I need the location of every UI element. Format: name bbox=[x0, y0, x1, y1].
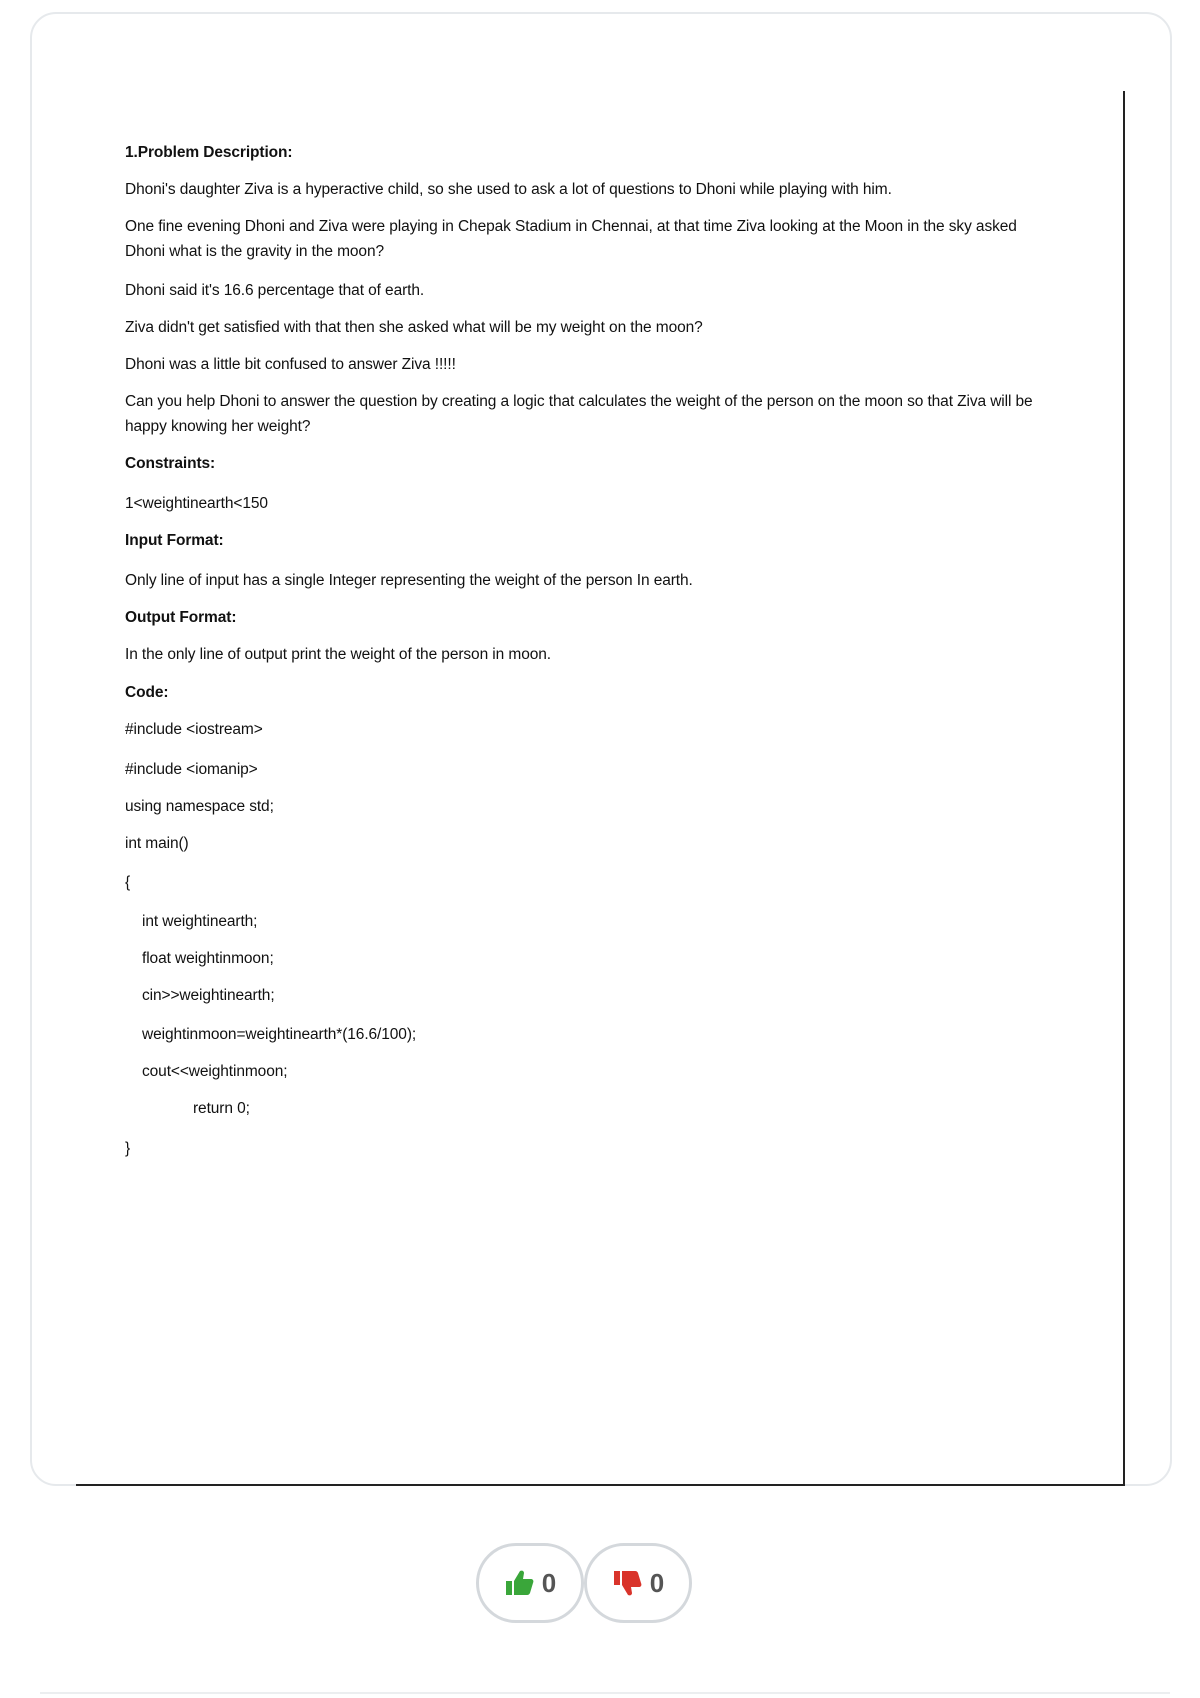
downvote-count: 0 bbox=[649, 1567, 665, 1598]
code-line: { bbox=[125, 874, 131, 891]
output-format-text: In the only line of output print the weight of the person in moon. bbox=[125, 646, 551, 663]
problem-heading: 1.Problem Description: bbox=[125, 144, 293, 161]
input-format-heading: Input Format: bbox=[125, 532, 224, 549]
section-divider bbox=[40, 1692, 1170, 1694]
code-line: using namespace std; bbox=[125, 798, 274, 815]
code-line: cout<<weightinmoon; bbox=[142, 1063, 288, 1080]
paragraph: Can you help Dhoni to answer the question by creating a logic that calculates the weight of the person on the moon so that Ziva will be happy knowing her weight? bbox=[125, 393, 1033, 435]
code-line: weightinmoon=weightinearth*(16.6/100); bbox=[142, 1026, 417, 1043]
input-format-text: Only line of input has a single Integer representing the weight of the person In earth. bbox=[125, 572, 693, 589]
downvote-button[interactable] bbox=[584, 1543, 692, 1623]
upvote-count: 0 bbox=[541, 1567, 557, 1598]
code-line: float weightinmoon; bbox=[142, 950, 274, 967]
code-line: } bbox=[125, 1140, 131, 1157]
output-format-heading: Output Format: bbox=[125, 609, 237, 626]
code-line: cin>>weightinearth; bbox=[142, 987, 275, 1004]
paragraph: One fine evening Dhoni and Ziva were playing in Chepak Stadium in Chennai, at that time Ziva looking at the Moon in the sky asked Dhoni what is the gravity in the moon? bbox=[125, 218, 1017, 260]
vote-group bbox=[476, 1543, 698, 1623]
paragraph: Dhoni said it's 16.6 percentage that of earth. bbox=[125, 282, 425, 299]
code-line: #include <iostream> bbox=[125, 721, 263, 738]
code-line: int weightinearth; bbox=[142, 913, 258, 930]
code-heading: Code: bbox=[125, 684, 169, 701]
upvote-button[interactable] bbox=[476, 1543, 584, 1623]
document-content bbox=[125, 140, 1055, 1161]
paragraph: Dhoni's daughter Ziva is a hyperactive child, so she used to ask a lot of questions to Dhoni while playing with him. bbox=[125, 181, 892, 198]
code-line: #include <iomanip> bbox=[125, 761, 258, 778]
code-line: return 0; bbox=[193, 1100, 250, 1117]
thumbs-down-icon bbox=[612, 1569, 650, 1597]
code-line: int main() bbox=[125, 835, 189, 852]
thumbs-up-icon bbox=[504, 1569, 542, 1597]
paragraph: Dhoni was a little bit confused to answer Ziva !!!!! bbox=[125, 356, 456, 373]
constraints-heading: Constraints: bbox=[125, 455, 216, 472]
constraint-text: 1<weightinearth<150 bbox=[125, 495, 268, 512]
paragraph: Ziva didn't get satisfied with that then she asked what will be my weight on the moon? bbox=[125, 319, 703, 336]
